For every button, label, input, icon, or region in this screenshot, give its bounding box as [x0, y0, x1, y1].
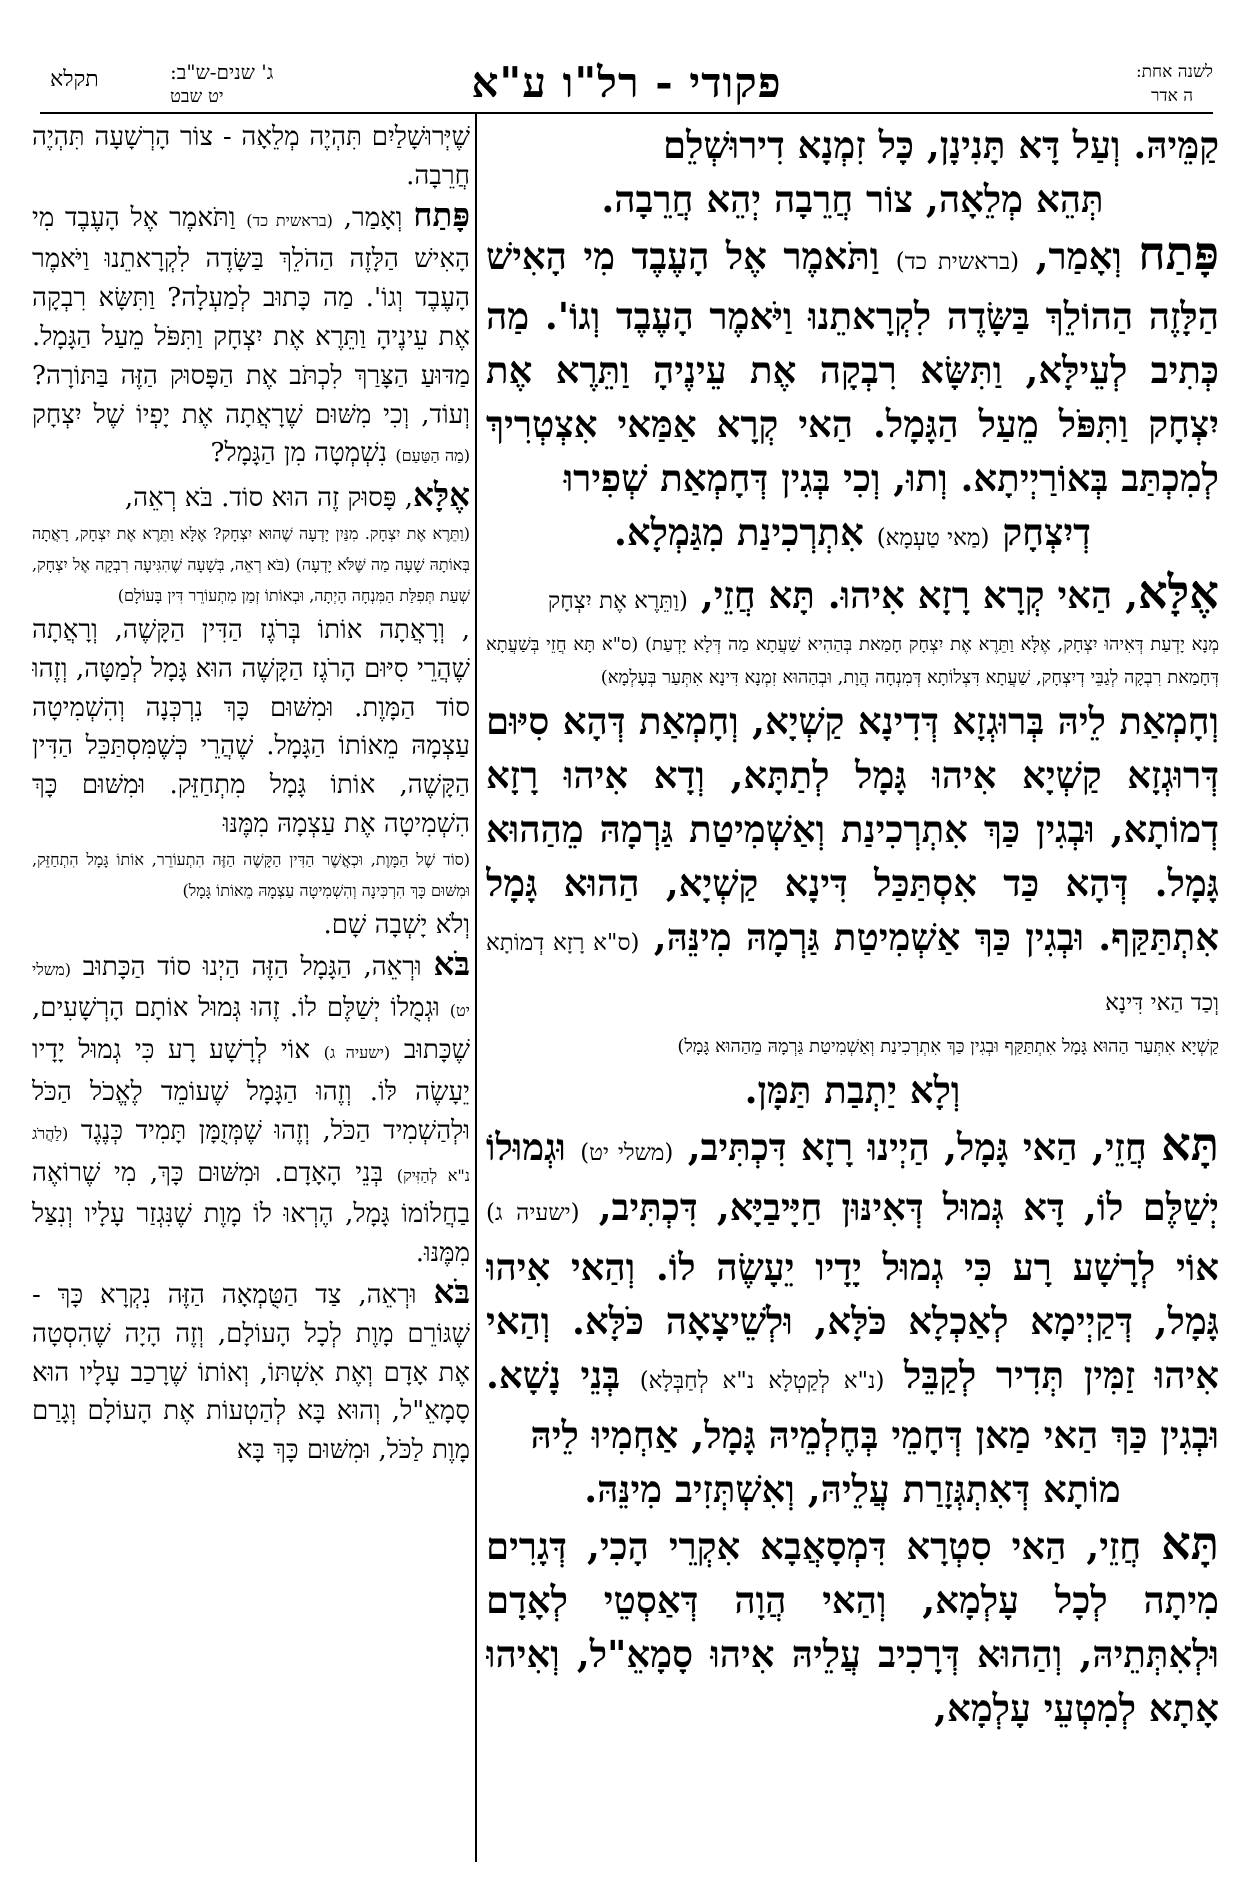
translation-text: שֶׁיְּרוּשָׁלַיִם תִּהְיֶה מְלֵאָה - צוֹר הָרְשָׁעָה תִּהְיֶה חֲרֵבָה. [32, 122, 470, 191]
variant-note: (וַתֵּרֶא אֶת יִצְחָק [547, 588, 688, 614]
source-reference: (בראשית כד) [246, 210, 333, 230]
translation-text: , וְרָאֲתָה אוֹתוֹ בְּרֹגֶז הַדִּין הַקָּשֶׁה, וְרָאֲתָה שֶׁהֲרֵי סִיּוּם הָרֹגֶז הַקָּשֶׁה הוּא גָּמָל לְמַטָּה, וְזֶהוּ סוֹד הַמָּוֶת. וּמִשּׁוּם כָּךְ נִרְכְּנָה וְהִשְׁמִיטָה עַצְמָהּ מֵאוֹתוֹ הַגָּמָל. שֶׁהֲרֵי כְּשֶׁמִּסְתַּכֵּל הַדִּין הַקָּשֶׁה, אוֹתוֹ גָּמָל מִתְחַזֵּק. וּמִשּׁוּם כָּךְ הִשְׁמִיטָה אֶת עַצְמָהּ מִמֶּנּוּ [32, 614, 470, 839]
translation-text: וַתֹּאמֶר אֶל הָעֶבֶד מִי הָאִישׁ הַלָּזֶה הַהֹלֵךְ בַּשָּׂדֶה לִקְרָאתֵנוּ וַיֹּאמֶר הָעֶבֶד וְגוֹ'. מַה כָּתוּב לְמַעְלָה? וַתִּשָּׂא רִבְקָה אֶת עֵינֶיהָ וַתֵּרֶא אֶת יִצְחָק וַתִּפֹּל מֵעַל הַגָּמָל. מַדּוּעַ הַצָּרַךְ לִכְתֹּב אֶת הַפָּסוּק הַזֶּה בַּתּוֹרָה? וְעוֹד, וְכִי מִשּׁוּם שֶׁרָאֲתָה אֶת יָפְיוֹ שֶׁל יִצְחָק [32, 202, 470, 430]
main-paragraph [486, 694, 1219, 1030]
translation-text: וּרְאֵה, צַד הַטֻּמְאָה הַזֶּה נִקְרָא כָּךְ - שֶׁגּוֹרֵם מָוֶת לְכָל הָעוֹלָם, וְזֶה הָיָה שֶׁהִסְטָה אֶת אָדָם וְאֶת אִשְׁתּוֹ, וְאוֹתוֹ שֶׁרָכַב עָלָיו הוּא סָמָאֵ"ל, וְהוּא בָּא לְהַטְעוֹת אֶת הָעוֹלָם וְגָרַם מָוֶת לַכֹּל, וּמִשּׁוּם כָּךְ בָּא [32, 1279, 470, 1466]
page-number: תקלא [50, 67, 99, 92]
main-paragraph [486, 505, 1219, 565]
main-text: אִתְרְכִינַת מִגַּמְלָא. [614, 510, 877, 554]
translation-text: בְּנֵי הָאָדָם. וּמִשּׁוּם כָּךְ, מִי שֶׁרוֹאֶה בַחֲלוֹמוֹ גָּמָל, הֶרְאוּ לוֹ מָוֶת שֶׁנִּגְזַר עָלָיו וְנִצַּל מִמֶּנּוּ. [32, 1157, 470, 1269]
main-text: וְחָמְאַת לֵיהּ בְּרוּגְזָא דְּדִינָא קַשְׁיָא, וְחָמְאַת דְּהָא סִיּוּם דְּרוּגְזָא קַשְׁיָא אִיהוּ גָּמָל לְתַתָּא, וְדָא אִיהוּ רָזָא דְמוֹתָא, וּבְגִין כַּךְ אִתְרְכִינַת וְאַשְׁמִיטַת גַּרְמָהּ מֵהַהוּא גָּמָל. דְּהָא כַּד אִסְתַּכַּל דִּינָא קַשְׁיָא, הַהוּא גָּמָל אִתְתַּקַּף. וּבְגִין כַּךְ אַשְׁמִיטַת גַּרְמָהּ מִינֵּהּ, [486, 699, 1219, 959]
main-paragraph [486, 565, 1219, 628]
opening-word: בֹּא [433, 943, 470, 983]
main-text: בְּנֵי נָשָׁא. וּבְגִין כַּךְ הַאי מַאן דְּחָמֵי בְּחֶלְמֵיהּ גָּמָל, אַחְמִיוּ לֵיהּ [486, 1353, 1219, 1457]
variant-note: (נ"א לְקַטְלָא נ"א לְחַבְּלָא) [639, 1368, 885, 1394]
variant-note: (לַהֲרֹג נ"א לְהַזִּיק) [32, 1123, 470, 1185]
header-reading-cycle-three-years: ג' שנים-ש"ב: [170, 60, 274, 84]
main-text: מוֹתָא דְּאִתְגְּזָרַת עֲלֵיהּ, וְאִשְׁתְּזִיב מִינֵּהּ. [584, 1467, 1121, 1511]
main-text: אוֹי לְרָשָׁע רָע כִּי גְמוּל יָדָיו יֵעָשֶׂה לוֹ. וְהַאי אִיהוּ גָּמָל, דְּקַיְימָא לְאַכְלָא כֹּלָּא, וּלְשֵׁיצָאָה כֹּלָּא. וְהַאי אִיהוּ זַמִּין תְּדִיר לְקַבֵּל [486, 1245, 1219, 1397]
main-text: קַמֵּיהּ. וְעַל דָּא תָּנִינָן, כָּל זִמְנָא דִירוּשְׁלֵם [663, 123, 1219, 167]
translation-paragraph [32, 476, 470, 518]
main-text: וְלָא יַתְבַת תַּמָּן. [744, 1068, 961, 1112]
translation-text: וְלֹא יָשְׁבָה שָׁם. [323, 909, 470, 940]
translation-text: אוֹי לְרָשָׁע רָע כִּי גְמוּל יָדָיו יֵעָשֶׂה לּוֹ. וְזֶהוּ הַגָּמָל שֶׁעוֹמֵד לֶאֱכֹל הַכֹּל וּלְהַשְׁמִיד הַכֹּל, וְזֶהוּ שֶׁמְּזֻמָּן תָּמִיד כְּנֶגֶד [32, 1035, 470, 1146]
main-text: וַתֹּאמֶר אֶל הָעֶבֶד מִי הָאִישׁ הַלָּזֶה הַהוֹלֵךְ בַּשָּׂדֶה לִקְרָאתֵנוּ וַיֹּאמֶר הָעֶבֶד וְגוֹ'. מַה כְּתִיב לְעֵילָּא, וַתִּשָּׂא רִבְקָה אֶת עֵינֶיהָ וַתֵּרֶא אֶת יִצְחָק וַתִּפֹּל מֵעַל הַגָּמָל. הַאי קְרָא אַמַּאי אִצְטְרִיךְ לְמִכְתַּב בְּאוֹרַיְיתָא. וְתוּ, וְכִי בְּגִין דְּחָמְאַת שְׁפִירוּ [486, 234, 1219, 500]
source-reference: (ישעיה ג) [323, 1043, 391, 1063]
page-header [40, 58, 1213, 114]
source-reference: (משלי יט) [580, 1140, 674, 1166]
opening-word: בֹּא [433, 1271, 470, 1311]
header-date-three-years: יט שבט [170, 86, 224, 107]
main-paragraph [486, 1063, 1219, 1117]
main-paragraph [486, 226, 1219, 505]
translation-paragraph [32, 118, 470, 196]
source-reference: (בראשית כד) [895, 249, 1020, 275]
main-paragraph [486, 118, 1219, 172]
main-text: וּגְמוּלוֹ יְשַׁלֶּם לוֹ, דָּא גְּמוּל דְּאִינּוּן חַיָּיבַיָּא, דִּכְתִּיב, [486, 1125, 1219, 1229]
variant-note: (מַה הַטַּעַם) [395, 446, 470, 466]
translation-paragraph [32, 1273, 470, 1470]
main-text: חֲזֵי, הַאי סִטְרָא דִּמְסָאֲבָא אִקְרֵי הָכִי, דְּגָרִים מִיתָה לְכָל עָלְמָא, וְהַאי הֲוָה דְּאַסְטֵי לְאָדָם וּלְאִתְּתֵיהּ, וְהַהוּא דְּרָכִיב עֲלֵיהּ אִיהוּ סָמָאֵ"ל, וְאִיהוּ אָתָא לְמִטְעֵי עָלְמָא, [486, 1524, 1219, 1730]
opening-word: פָּתַח [413, 194, 470, 234]
main-text: , הַאי קְרָא רָזָא אִיהוּ. תָּא חֲזֵי, [687, 573, 1138, 617]
opening-word: אֶלָּא [1137, 565, 1219, 619]
main-text: דְיִצְחָק [989, 510, 1091, 554]
main-text: וְאָמַר, [1019, 234, 1139, 278]
header-date-one-year: ה אדר [1151, 86, 1193, 106]
translation-text: וְאָמַר, [332, 202, 414, 233]
main-paragraph [486, 1462, 1219, 1516]
translation-text: וּגְמֻלוֹ יְשַׁלֶּם לוֹ. זֶהוּ גְּמוּל אוֹתָם הָרְשָׁעִים, שֶׁכָּתוּב [32, 993, 470, 1066]
main-paragraph [486, 1516, 1219, 1735]
header-divider [40, 112, 1213, 114]
translation-variant-note: (וַתֵּרֶא אֶת יִצְחָק. מִנַּיִן יָדְעָה שֶׁהוּא יִצְחָק? אֶלָּא וַתֵּרֶא אֶת יִצְחָק, רָאֲתָה בְּאוֹתָהּ שָׁעָה מַה שֶּׁלֹּא יָדְעָה) (בֹּא רְאֵה, בְּשָׁעָה שֶׁהִגִּיעָה רִבְקָה אֶל יִצְחָק, שְׁעַת תְּפִלַּת הַמִּנְחָה הָיְתָה, וּבְאוֹתוֹ זְמַן מִתְעוֹרֵר דִּין בָּעוֹלָם) [32, 523, 470, 605]
main-text: תְּהֵא מְלֵאָה, צוֹר חֲרֵבָה יְהֵא חֲרֵבָה. [601, 177, 1104, 221]
source-reference: (ישעיה ג) [486, 1200, 580, 1226]
variant-note: (ס"א רָזָא דְמוֹתָא וְכַד הַאי דִּינָא [486, 930, 1219, 1016]
main-paragraph [486, 1117, 1219, 1462]
main-variant-note: קַשְׁיָא אִתְּעַר הַהוּא גָּמָל אִתְתַּקַּף וּבְגִין כַּךְ אִתְרְכִינַת וְאַשְׁמִיטַת גַּרְמָהּ מֵהַהוּא גָּמָל) [677, 1036, 1219, 1057]
variant-note: (מַאי טַעְמָא) [876, 525, 990, 551]
page-title: פקודי - רל"ו ע"א [471, 58, 782, 107]
opening-word: תָּא [1161, 1117, 1219, 1171]
main-paragraph [486, 172, 1219, 226]
opening-word: אֶלָּא [413, 475, 470, 515]
translation-paragraph [32, 906, 470, 945]
main-variant-note: מְנָא יָדְעַת דְּאִיהוּ יִצְחָק, אֶלָּא וַתֵּרֶא אֶת יִצְחָק חָמַאת בְּהַהִיא שַׁעֲתָא מַה דְּלָא יָדְעַת) (ס"א תָּא חֲזֵי בְּשַׁעֲתָא דְּחָמַאת רִבְקָה לְגַבֵּי דְיִצְחָק, שַׁעֲתָא דִּצְלוֹתָא דְּמִנְחָה הֲוָת, וּבְהַהוּא זִמְנָא דִּינָא אִתְּעַר בְּעָלְמָא) [486, 634, 1219, 688]
main-text-column [486, 118, 1219, 1858]
translation-paragraph [32, 945, 470, 1273]
translation-text: נִשְׁמְטָה מִן הַגָּמָל? [210, 438, 396, 469]
translation-text: , פָּסוּק זֶה הוּא סוֹד. בֹּא רְאֵה, [124, 483, 414, 514]
translation-paragraph [32, 196, 470, 477]
translation-variant-note: (סוֹד שֶׁל הַמָּוֶת, וּכְאֲשֶׁר הַדִּין הַקָּשֶׁה הַזֶּה הִתְעוֹרֵר, אוֹתוֹ גָּמָל הִתְחַזֵּק, וּמִשּׁוּם כָּךְ הִרְכִּינָה וְהִשְׁמִיטָה עַצְמָהּ מֵאוֹתוֹ גָּמָל) [32, 849, 470, 900]
translation-paragraph [32, 611, 470, 844]
opening-word: פָּתַח [1138, 226, 1219, 280]
translation-column [32, 118, 470, 1858]
column-divider [475, 112, 477, 1862]
header-reading-cycle-one-year: לשנה אחת: [1135, 62, 1213, 82]
opening-word: תָּא [1161, 1516, 1219, 1570]
main-text: חֲזֵי, הַאי גָּמָל, הַיְינוּ רָזָא דִּכְתִּיב, [673, 1125, 1162, 1169]
source-reference: (משלי יט) [32, 959, 470, 1021]
translation-text: וּרְאֵה, הַגָּמָל הַזֶּה הַיְנוּ סוֹד הַכָּתוּב [71, 951, 434, 982]
